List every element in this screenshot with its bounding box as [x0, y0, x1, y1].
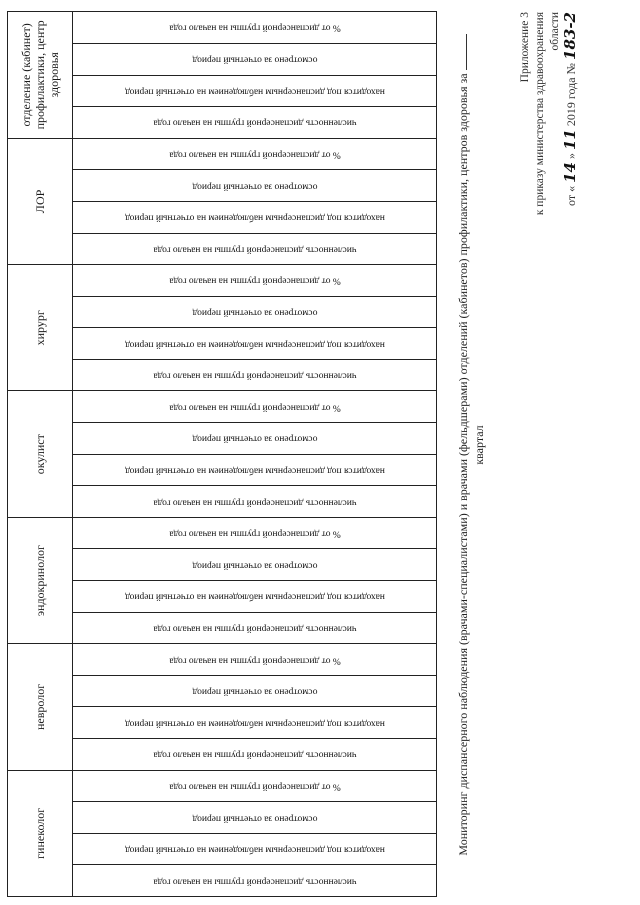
handwritten-order-number: 183-2 [561, 12, 579, 60]
group-header-1: невролог [8, 644, 73, 770]
group-header-2: эндокринолог [8, 517, 73, 643]
subcolumn-cell [73, 359, 437, 391]
subcolumn-label: находится под диспансерным наблюдением на отчетный период [124, 86, 385, 97]
subcolumn-cell [73, 675, 437, 707]
subcolumn-label: % от диспансерной группы на начало года [168, 781, 341, 792]
subcolumn-cell [73, 12, 437, 44]
subcolumn-cell [73, 549, 437, 581]
group-header-4: хирург [8, 265, 73, 391]
subcolumn-label: находится под диспансерным наблюдением на отчетный период [124, 465, 385, 476]
subcolumn-label: осмотрено за отчетный период [192, 686, 317, 697]
date-year: 2019 года № [564, 62, 578, 127]
subcolumn-label: осмотрено за отчетный период [192, 54, 317, 65]
group-header-5: ЛОР [8, 138, 73, 264]
subcolumn-cell [73, 201, 437, 233]
subcolumn-cell [73, 138, 437, 170]
subcolumn-label: находится под диспансерным наблюдением на отчетный период [124, 591, 385, 602]
group-header-3: окулист [8, 391, 73, 517]
group-header-6: отделение (кабинет) профилактики, центр здоровья [8, 12, 73, 139]
handwritten-month: 11 [561, 129, 579, 151]
subcolumn-label: осмотрено за отчетный период [192, 560, 317, 571]
title-suffix: квартал [472, 425, 486, 465]
subcolumn-label: % от диспансерной группы на начало года [168, 402, 341, 413]
subcolumn-cell [73, 517, 437, 549]
subcolumn-label: численность диспансерной группы на начало года [152, 117, 357, 128]
group-header-0: гинеколог [8, 770, 73, 896]
subcolumn-label: численность диспансерной группы на начало года [152, 244, 357, 255]
date-prefix: от « [564, 185, 578, 206]
subcolumn-cell [73, 707, 437, 739]
subcolumn-label: численность диспансерной группы на начало года [152, 749, 357, 760]
subcolumn-cell [73, 802, 437, 834]
subcolumn-cell [73, 233, 437, 265]
subcolumn-label: осмотрено за отчетный период [192, 813, 317, 824]
subcolumn-cell [73, 833, 437, 865]
group-header-row [8, 12, 73, 897]
subcolumn-label: % от диспансерной группы на начало года [168, 22, 341, 33]
subcolumn-cell [73, 43, 437, 75]
subcolumn-cell [73, 265, 437, 297]
subcolumn-label: находится под диспансерным наблюдением на отчетный период [124, 718, 385, 729]
header-block [518, 12, 579, 392]
document-title [455, 0, 487, 895]
order-date-line [563, 12, 579, 392]
appendix-label: Приложение 3 [519, 12, 531, 83]
region-label: области [549, 12, 561, 51]
subcolumn-cell [73, 865, 437, 897]
subcolumn-cell [73, 454, 437, 486]
subcolumn-cell [73, 770, 437, 802]
subcolumn-cell [73, 75, 437, 107]
quarter-blank [456, 34, 467, 70]
subcolumn-cell [73, 423, 437, 455]
subcolumn-cell [73, 612, 437, 644]
subcolumn-label: численность диспансерной группы на начало года [152, 623, 357, 634]
subcolumn-cell [73, 328, 437, 360]
subcolumn-cell [73, 170, 437, 202]
subcolumn-label: осмотрено за отчетный период [192, 181, 317, 192]
monitoring-table [7, 11, 437, 897]
order-reference: к приказу министерства здравоохранения [534, 12, 546, 216]
subcolumn-label: находится под диспансерным наблюдением на отчетный период [124, 844, 385, 855]
subcolumn-label: численность диспансерной группы на начало года [152, 876, 357, 887]
subcolumn-label: осмотрено за отчетный период [192, 433, 317, 444]
handwritten-day: 14 [561, 162, 579, 183]
subcolumn-row [73, 12, 437, 897]
subcolumn-label: % от диспансерной группы на начало года [168, 528, 341, 539]
subcolumn-cell [73, 581, 437, 613]
subcolumn-cell [73, 486, 437, 518]
title-text: Мониторинг диспансерного наблюдения (врачами-специалистами) и врачами (фельдшерами) отделений (кабинетов) профилактики, центров здоровья за [456, 73, 470, 856]
subcolumn-cell [73, 739, 437, 771]
subcolumn-label: % от диспансерной группы на начало года [168, 655, 341, 666]
subcolumn-label: % от диспансерной группы на начало года [168, 149, 341, 160]
subcolumn-label: находится под диспансерным наблюдением на отчетный период [124, 339, 385, 350]
subcolumn-cell [73, 296, 437, 328]
date-quote: » [564, 153, 578, 160]
subcolumn-label: % от диспансерной группы на начало года [168, 275, 341, 286]
subcolumn-cell [73, 644, 437, 676]
subcolumn-label: численность диспансерной группы на начало года [152, 370, 357, 381]
subcolumn-label: численность диспансерной группы на начало года [152, 497, 357, 508]
subcolumn-label: осмотрено за отчетный период [192, 307, 317, 318]
subcolumn-label: находится под диспансерным наблюдением на отчетный период [124, 212, 385, 223]
subcolumn-cell [73, 107, 437, 139]
subcolumn-cell [73, 391, 437, 423]
